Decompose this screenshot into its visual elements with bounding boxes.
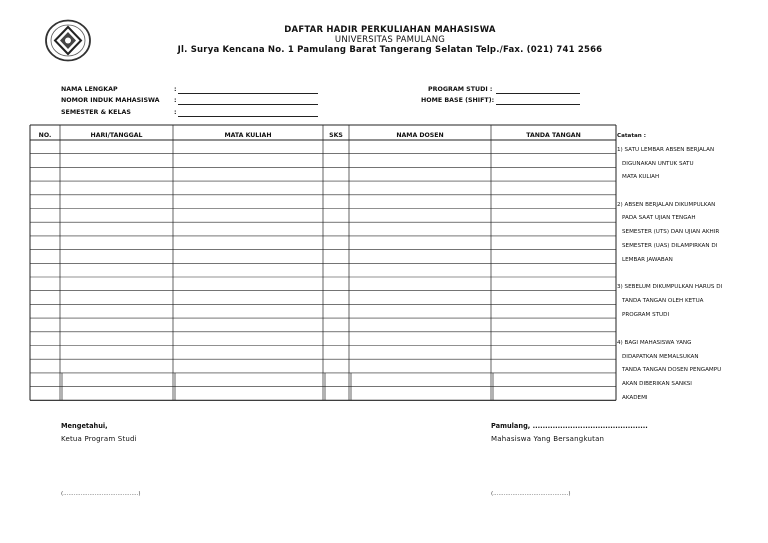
col-header-day-date: HARI/TANGGAL [90, 132, 143, 139]
program-head-label: Ketua Program Studi [61, 435, 137, 443]
col-header-signature: TANDA TANGAN [526, 132, 581, 139]
place-date-label: Pamulang, .............................................. [491, 422, 648, 430]
note-line: TANDA TANGAN OLEH KETUA [622, 298, 704, 304]
note-line: AKAN DIBERIKAN SANKSI [622, 381, 692, 387]
student-signature-label: Mahasiswa Yang Bersangkutan [491, 435, 605, 443]
label-semester-class: SEMESTER & KELAS [61, 109, 131, 116]
note-line: DIGUNAKAN UNTUK SATU [622, 161, 694, 167]
col-header-course: MATA KULIAH [224, 132, 272, 139]
colon: : [174, 109, 177, 116]
label-study-program: PROGRAM STUDI : [428, 86, 493, 93]
label-student-id: NOMOR INDUK MAHASISWA [61, 97, 160, 104]
note-line: PROGRAM STUDI [622, 312, 670, 318]
university-address: Jl. Surya Kencana No. 1 Pamulang Barat Tangerang Selatan Telp./Fax. (021) 741 2566 [177, 45, 603, 55]
note-line: PADA SAAT UJIAN TENGAH [622, 215, 696, 221]
note-line: MATA KULIAH [622, 174, 660, 180]
col-header-no: NO. [38, 132, 52, 139]
note-line: SEMESTER (UTS) DAN UJIAN AKHIR [622, 229, 720, 235]
label-home-base: HOME BASE (SHIFT): [421, 97, 495, 104]
col-header-credits: SKS [329, 132, 343, 139]
note-line: 4) BAGI MAHASISWA YANG [617, 340, 692, 346]
colon: : [174, 97, 177, 104]
note-line: 1) SATU LEMBAR ABSEN BERJALAN [617, 147, 715, 153]
document-title: DAFTAR HADIR PERKULIAHAN MAHASISWA [284, 25, 496, 35]
colon: : [174, 86, 177, 93]
label-full-name: NAMA LENGKAP [61, 86, 118, 93]
col-header-lecturer: NAMA DOSEN [396, 132, 444, 139]
note-line: SEMESTER (UAS) DILAMPIRKAN DI [622, 243, 718, 249]
university-name: UNIVERSITAS PAMULANG [334, 35, 446, 45]
note-line: LEMBAR JAWABAN [622, 257, 673, 263]
note-line: DIDAPATKAN MEMALSUKAN [622, 354, 699, 360]
note-line: TANDA TANGAN DOSEN PENGAMPU [622, 367, 722, 373]
student-signature-blank[interactable]: (...........................................) [491, 491, 571, 497]
program-head-signature-blank[interactable]: (...........................................) [61, 491, 141, 497]
acknowledged-label: Mengetahui, [61, 422, 108, 430]
note-line: 2) ABSEN BERJALAN DIKUMPULKAN [617, 202, 716, 208]
notes-title: Catatan : [617, 133, 646, 139]
note-line: 3) SEBELUM DIKUMPULKAN HARUS DI [617, 284, 723, 290]
note-line: AKADEMI [622, 395, 648, 401]
